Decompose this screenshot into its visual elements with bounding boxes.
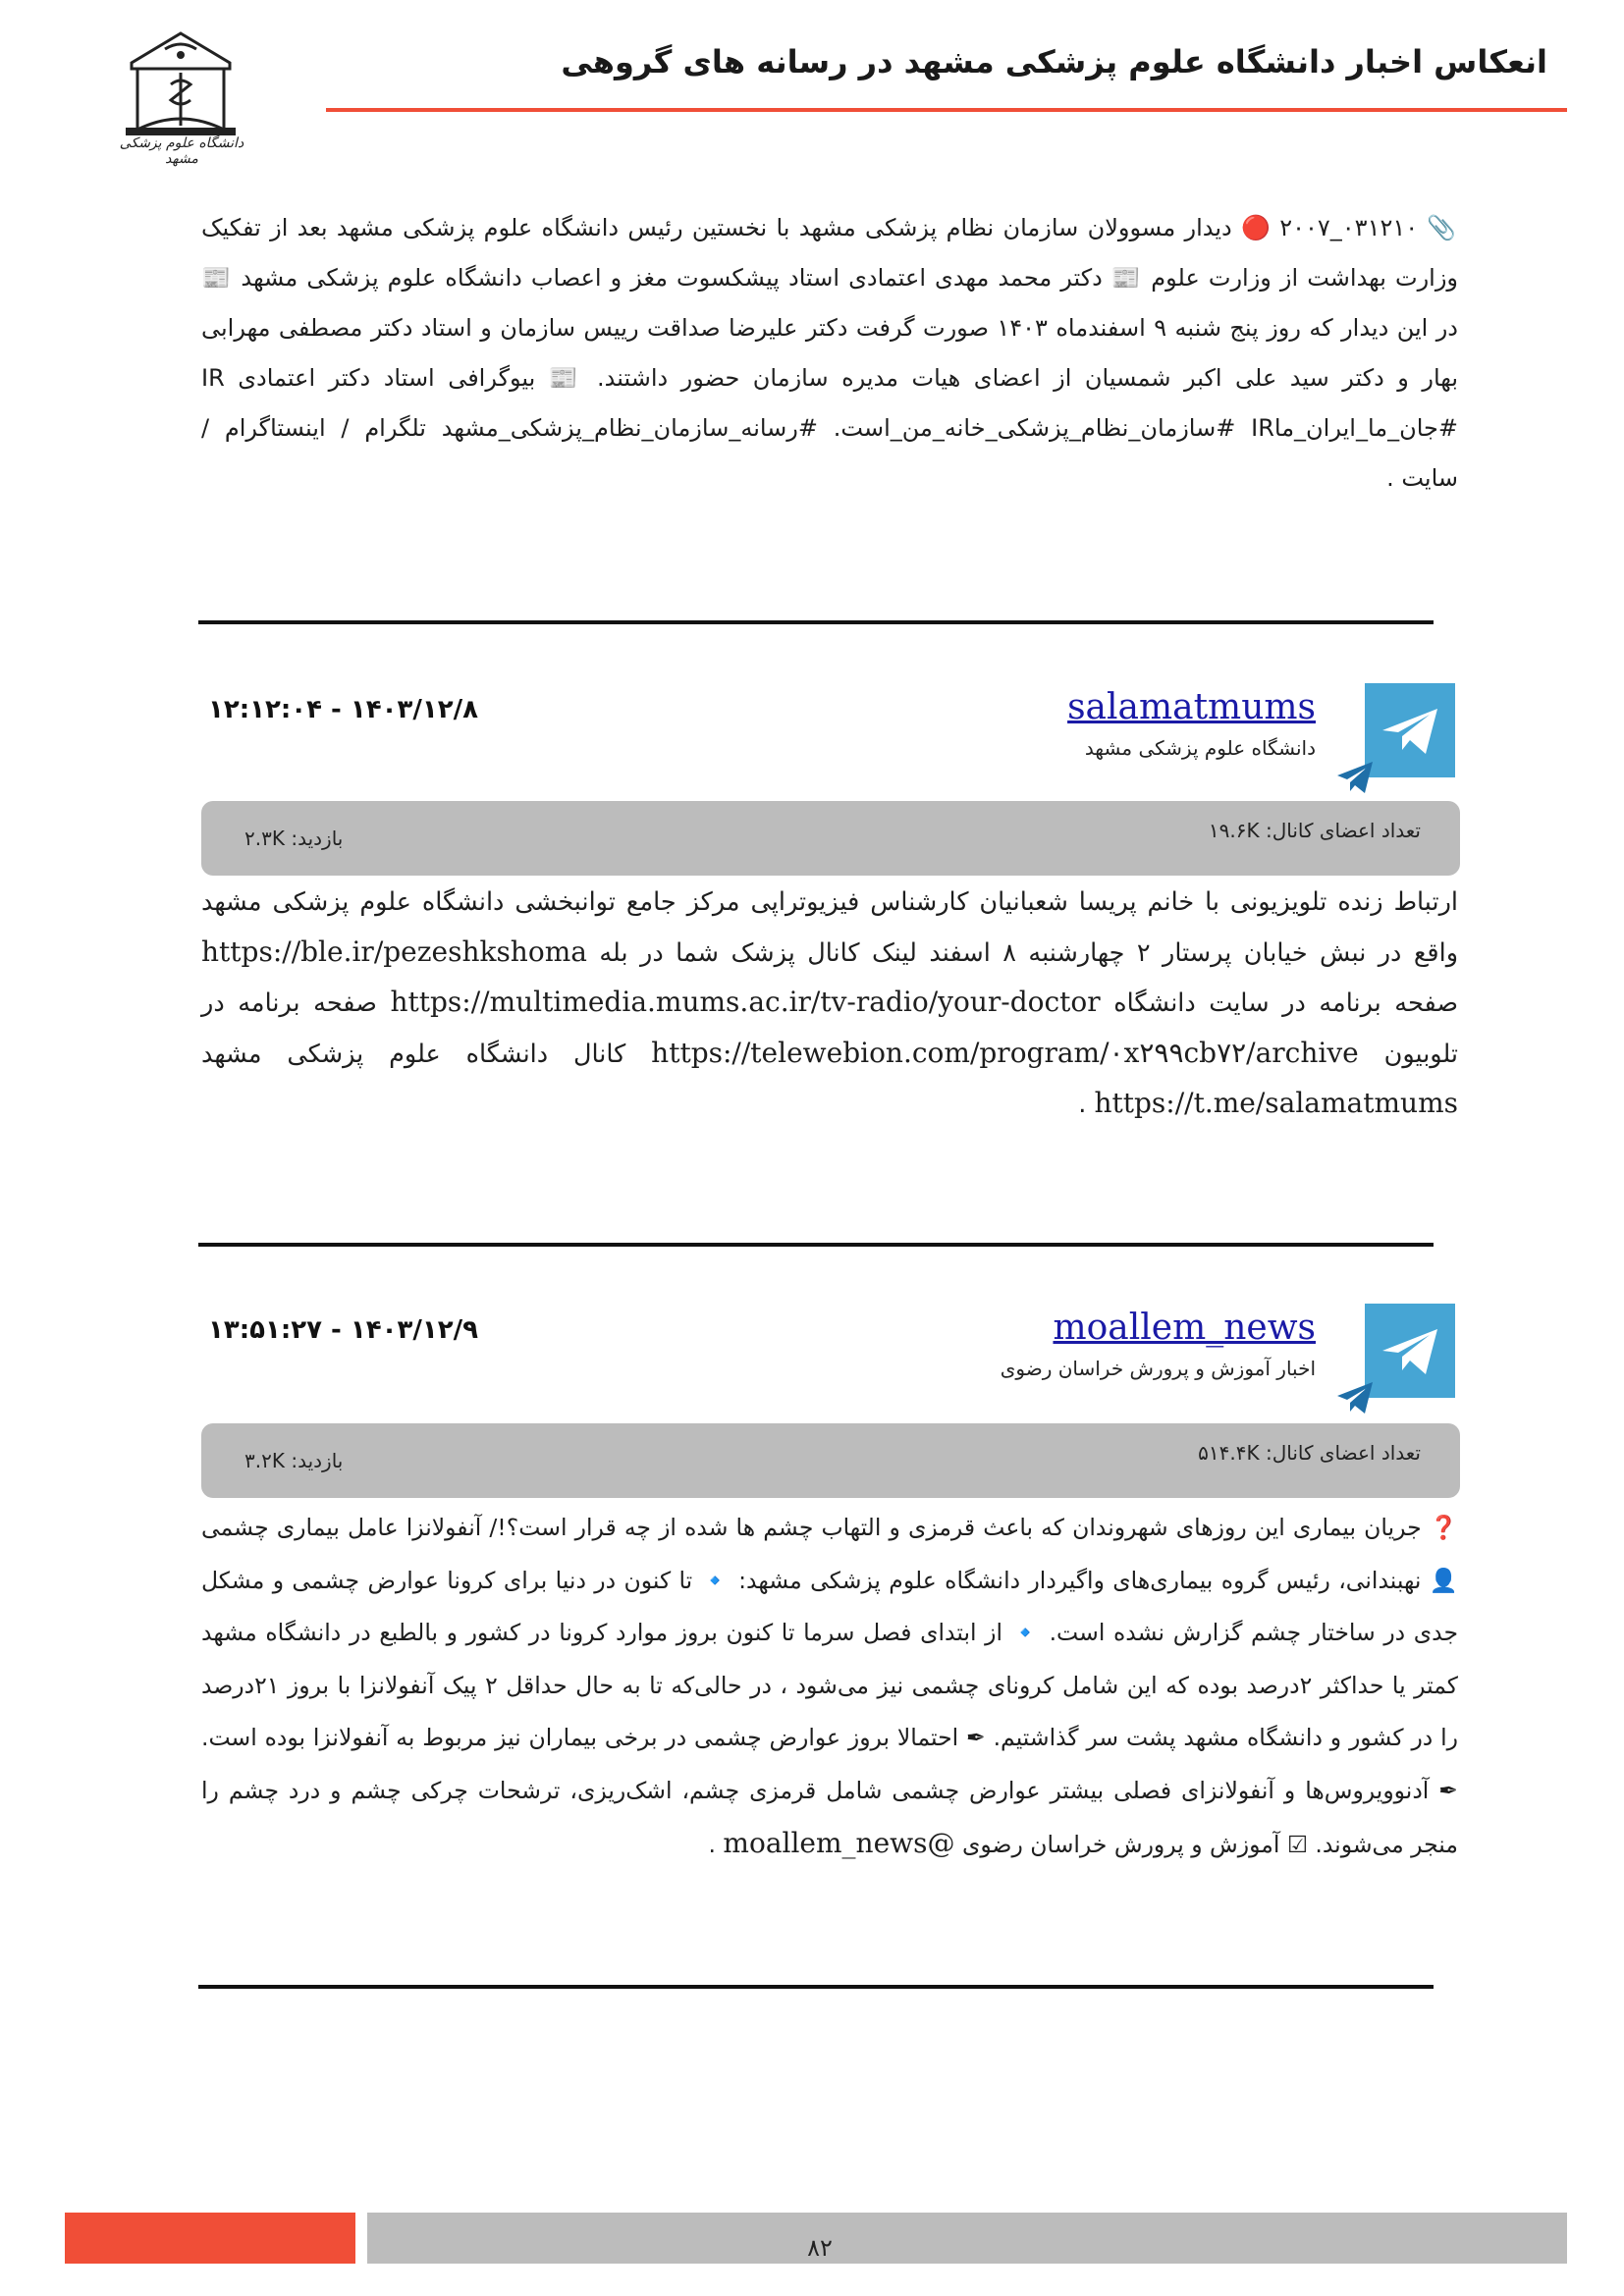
post-text-part: صفحه برنامه در سایت دانشگاه xyxy=(1113,988,1458,1018)
telegram-icon xyxy=(1365,1304,1455,1398)
stats-bar xyxy=(201,1423,1460,1498)
post-divider xyxy=(198,1243,1434,1247)
page-number: ۸۲ xyxy=(807,2234,833,2262)
channel-description: اخبار آموزش و پرورش خراسان رضوی xyxy=(1000,1357,1316,1380)
post-datetime: ۱۳:۵۱:۲۷ - ۱۴۰۳/۱۲/۹ xyxy=(208,1315,478,1345)
post-text-part: صفحه برنامه در تلوبیون xyxy=(201,988,1459,1069)
telegram-plane-icon xyxy=(1335,1378,1375,1417)
multimedia-link[interactable]: https://multimedia.mums.ac.ir/tv-radio/your-doctor xyxy=(390,986,1101,1018)
page-title: انعکاس اخبار دانشگاه علوم پزشکی مشهد در رسانه های گروهی xyxy=(561,43,1547,80)
post-divider xyxy=(198,1985,1434,1989)
channel-members: تعداد اعضای کانال: ۵۱۴.۴K xyxy=(1198,1441,1421,1465)
view-count: بازدید: ۳.۲K xyxy=(244,1449,344,1472)
post-text-end: . xyxy=(708,1831,716,1858)
view-count: بازدید: ۲.۳K xyxy=(244,827,344,850)
logo-caption: دانشگاه علوم پزشکی مشهد xyxy=(119,135,244,167)
footer-accent-bar xyxy=(65,2213,355,2264)
channel-description: دانشگاه علوم پزشکی مشهد xyxy=(1084,736,1316,760)
channel-handle[interactable]: @moallem_news xyxy=(723,1827,955,1859)
post-datetime: ۱۲:۱۲:۰۴ - ۱۴۰۳/۱۲/۸ xyxy=(208,695,478,724)
post-text xyxy=(201,1502,1458,1872)
channel-members: تعداد اعضای کانال: ۱۹.۶K xyxy=(1208,819,1421,842)
post-text-part: کانال دانشگاه علوم پزشکی مشهد xyxy=(201,1039,626,1069)
post-text xyxy=(201,879,1458,1130)
post-text-part: ❓ جریان بیماری این روزهای شهروندان که باعث قرمزی و التهاب چشم ها شده از چه قرار است؟!/ آنفولانزا عامل بیماری چشمی 👤 نهبندانی، رئیس گروه بیماری‌های واگیردار دانشگاه علوم پزشکی مشهد: 🔹 تا کنون در دنیا برای کرونا عوارض چشمی و مشکل جدی در ساختار چشم گزارش نشده است. 🔹 از ابتدای فصل سرما تا کنون بروز موارد کرونا در کشور و بالطبع در دانشگاه مشهد کمتر یا حداکثر ۲درصد بوده که این شامل کرونای چشمی نیز می‌شود ، در حالی‌که تا به حال حداقل ۲ پیک آنفولانزا با بروز ۲۱درصد را در کشور و دانشگاه مشهد پشت سر گذاشتیم. ✒ احتمالا بروز عوارض چشمی در برخی بیماران نیز مربوط به آنفولانزا بوده است. ✒ آدنوویروس‌ها و آنفولانزای فصلی بیشتر عوارض چشمی شامل قرمزی چشم، اشک‌ریزی، ترشحات چرکی چشم و درد چشم را منجر می‌شوند. ☑ آموزش و پرورش خراسان رضوی xyxy=(201,1514,1458,1858)
post-text-end: . xyxy=(1078,1090,1087,1119)
post-text: 📎 ۰۳۱۲۱۰_۲۰۰۷ 🔴 دیدار مسوولان سازمان نظام پزشکی مشهد با نخستین رئیس دانشگاه علوم پزشکی مشهد بعد از تفکیک وزارت بهداشت از وزارت علوم 📰 دکتر محمد مهدی اعتمادی استاد پیشکسوت مغز و اعصاب دانشگاه علوم پزشکی مشهد 📰 در این دیدار که روز پنج شنبه ۹ اسفندماه ۱۴۰۳ صورت گرفت دکتر علیرضا صداقت رییس سازمان و استاد دکتر مصطفی مهرابی بهار و دکتر سید علی اکبر شمسیان از اعضای هیات مدیره سازمان حضور داشتند. 📰 بیوگرافی استاد دکتر اعتمادی IR #جان_ما_ایران_ماIR #سازمان_نظام_پزشکی_خانه_من_است. #رسانه_سازمان_نظام_پزشکی_مشهد تلگرام / اینستاگرام / سایت . xyxy=(201,214,1459,492)
telegram-icon xyxy=(1365,683,1455,777)
telegram-channel-link[interactable]: https://t.me/salamatmums xyxy=(1094,1087,1458,1119)
post-divider xyxy=(198,620,1434,624)
footer-bar xyxy=(367,2213,1567,2264)
channel-link[interactable]: salamatmums xyxy=(1067,687,1316,727)
post-text-part: ارتباط زنده تلویزیونی با خانم پریسا شعبانیان کارشناس فیزیوتراپی مرکز جامع توانبخشی دانشگاه علوم پزشکی مشهد واقع در نبش خیابان پرستار ۲ چهارشنبه ۸ اسفند لینک کانال پزشک شما در بله xyxy=(201,887,1459,968)
telewebion-link[interactable]: https://telewebion.com/program/۰x۲۹۹cb۷۲/archive xyxy=(651,1036,1359,1069)
telegram-plane-icon xyxy=(1335,758,1375,797)
pezeshkshoma-link[interactable]: https://ble.ir/pezeshkshoma xyxy=(201,934,587,968)
header-divider xyxy=(326,108,1567,112)
stats-bar xyxy=(201,801,1460,876)
channel-link[interactable]: moallem_news xyxy=(1053,1308,1316,1348)
